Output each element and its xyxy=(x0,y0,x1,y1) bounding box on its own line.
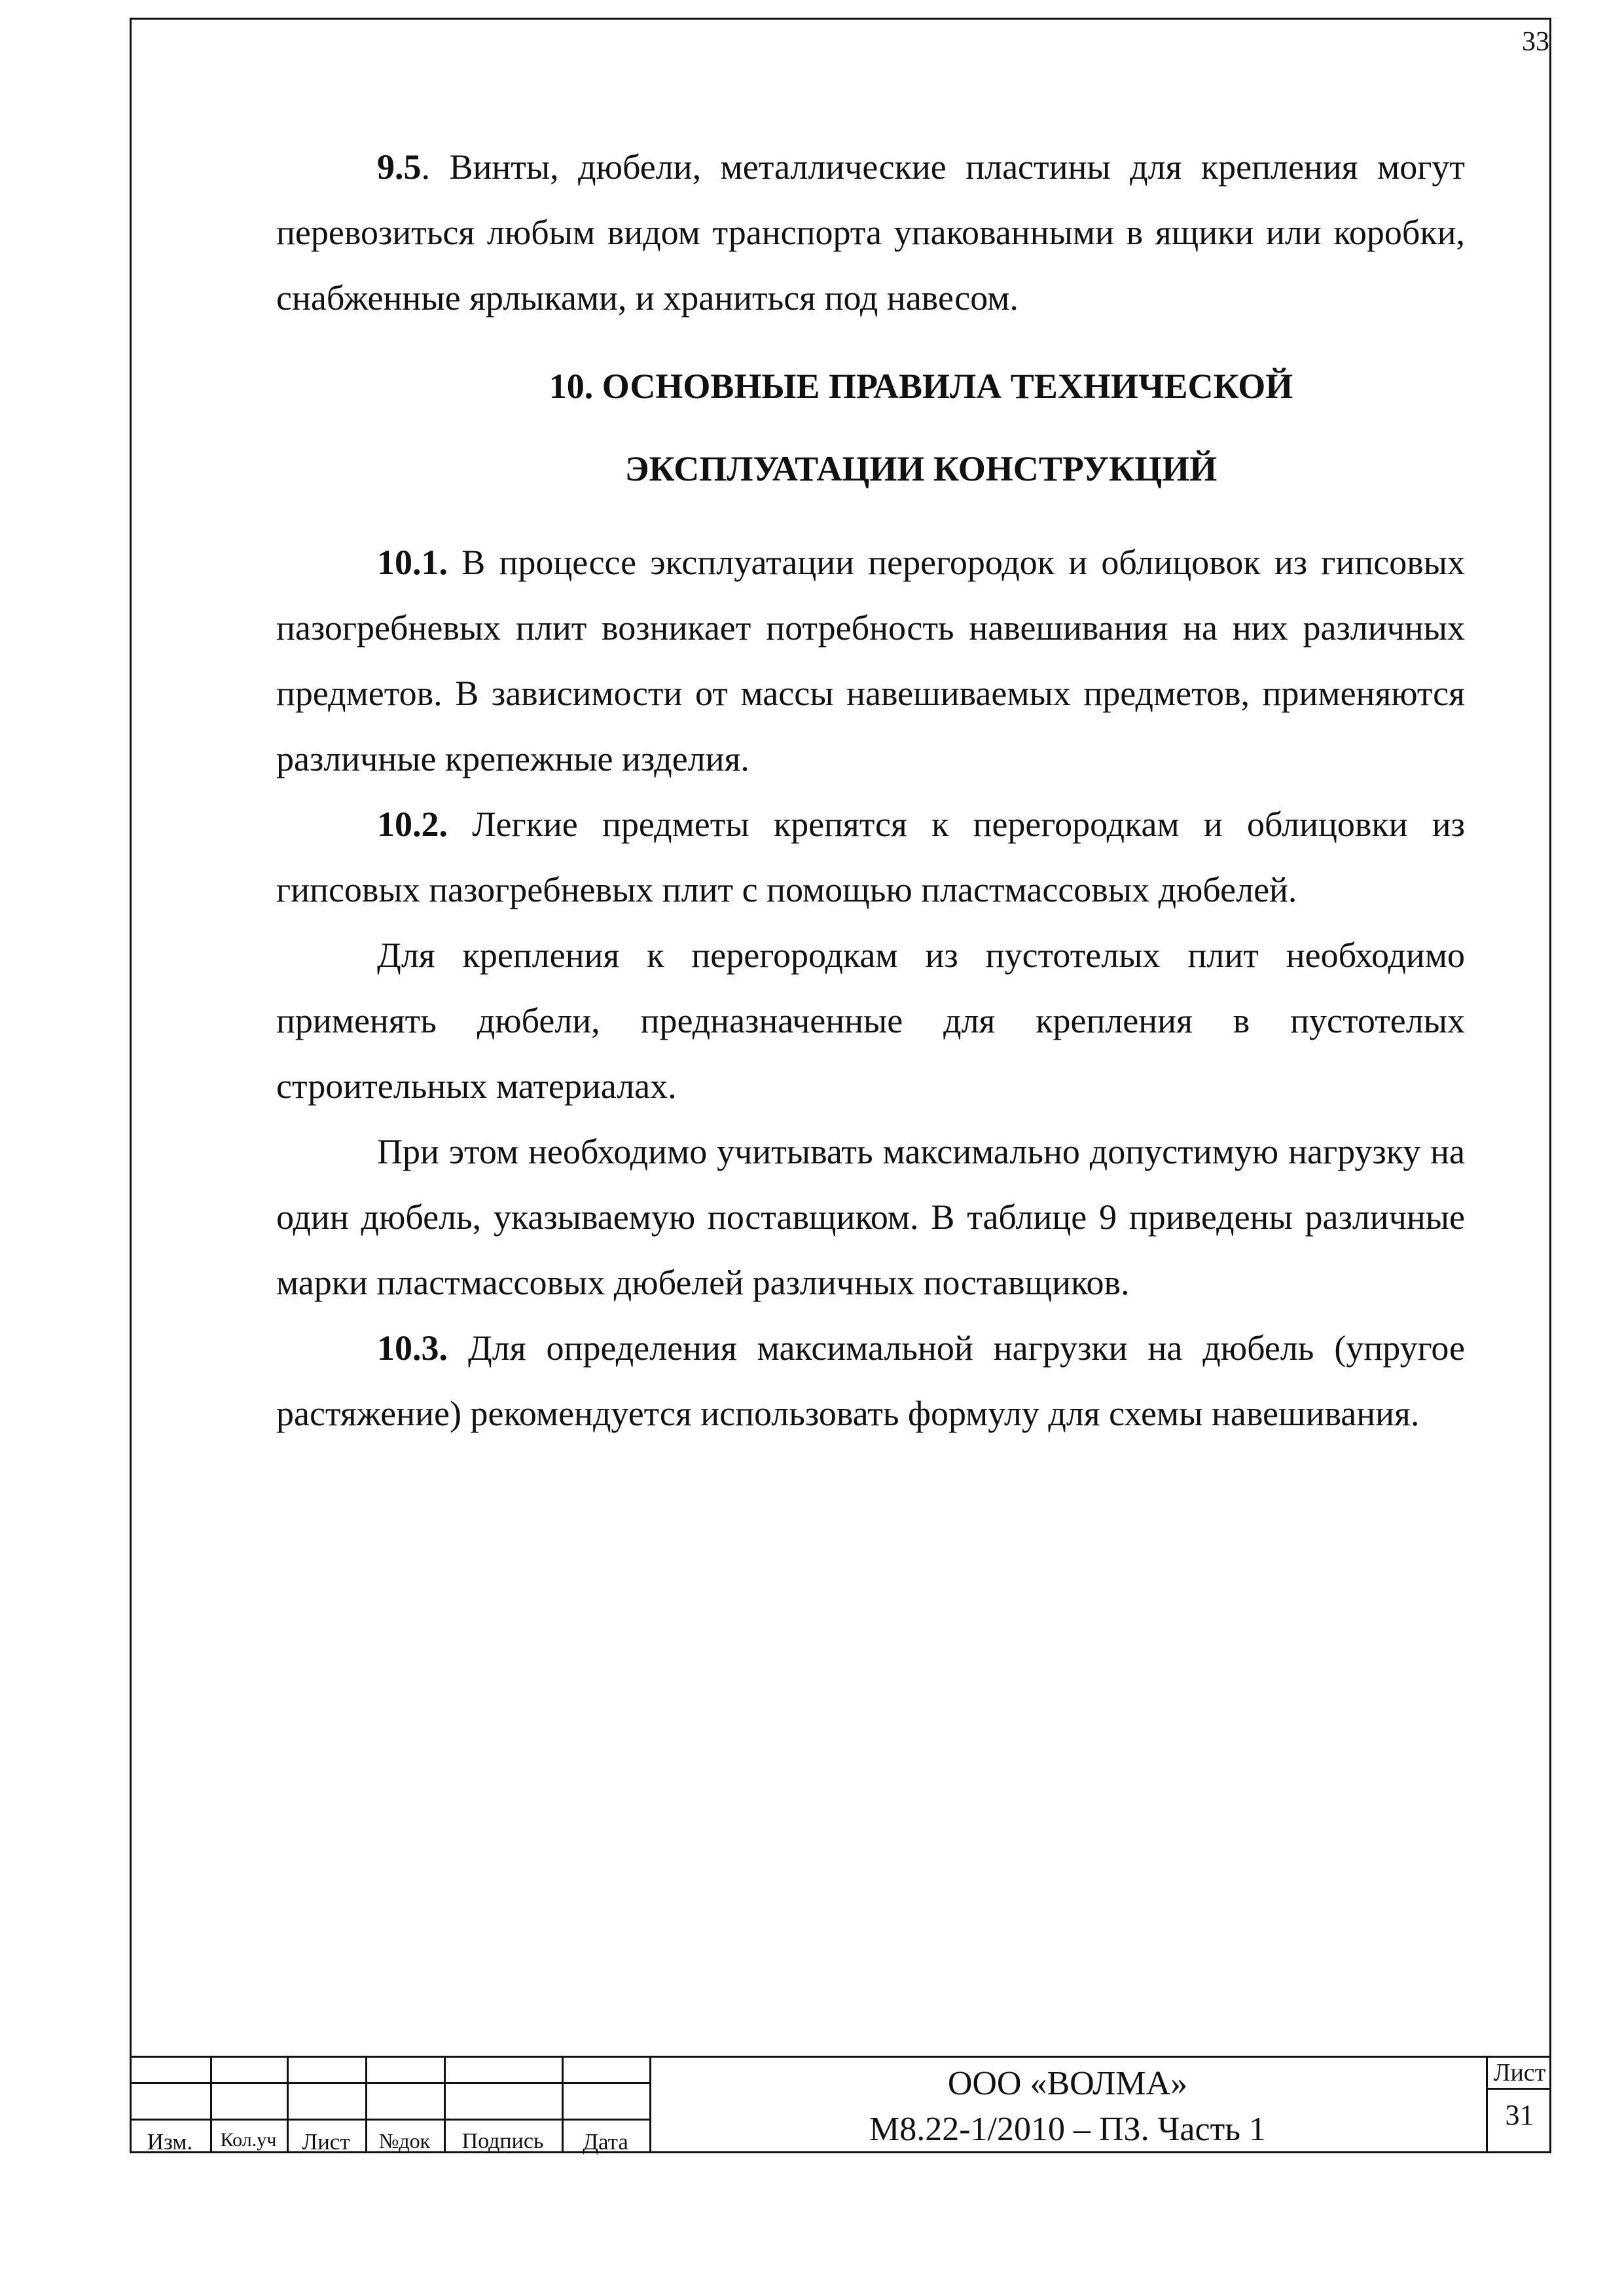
divider xyxy=(130,2119,649,2121)
sheet-label: Лист xyxy=(1488,2058,1551,2090)
paragraph-load: При этом необходимо учитывать максимально допустимую нагрузку на один дюбель, указываемую поставщиком. В таблице 9 приведены различные марки пластмассовых дюбелей различных поставщиков. xyxy=(276,1132,1465,1302)
clause-text: . Винты, дюбели, металлические пластины для крепления могут перевозиться любым видом транспорта упакованными в ящики или коробки, снабженные ярлыками, и храниться под навесом. xyxy=(276,147,1465,318)
divider xyxy=(130,2056,649,2058)
title-block-revisions xyxy=(130,2056,649,2153)
heading-line-1: 10. ОСНОВНЫЕ ПРАВИЛА ТЕХНИЧЕСКОЙ xyxy=(549,367,1293,406)
paragraph-10-3 xyxy=(276,1315,1465,1446)
label-list: Лист xyxy=(302,2129,350,2155)
clause-number: 9.5 xyxy=(377,147,422,187)
title-block-sheet xyxy=(1486,2056,1551,2153)
label-ndok: №док xyxy=(378,2129,431,2153)
label-data: Дата xyxy=(583,2129,628,2155)
sheet-number: 31 xyxy=(1505,2099,1534,2131)
clause-text: Легкие предметы крепятся к перегородкам и облицовки из гипсовых пазогребневых плит с помощью пластмассовых дюбелей. xyxy=(276,805,1465,909)
paragraph-fastening: Для крепления к перегородкам из пустотелых плит необходимо применять дюбели, предназначенные для крепления в пустотелых строительных материалах. xyxy=(276,936,1465,1106)
paragraph-9-5 xyxy=(276,134,1465,331)
clause-number: 10.2. xyxy=(377,805,448,844)
section-heading xyxy=(276,331,1465,530)
label-podpis: Подпись xyxy=(461,2129,544,2153)
clause-text: В процессе эксплуатации перегородок и облицовок из гипсовых пазогребневых плит возникает потребность навешивания на них различных предметов. В зависимости от массы навешиваемых предметов, применяются различные крепежные изделия. xyxy=(276,543,1465,778)
page-number: 33 xyxy=(1522,27,1549,57)
organization-name: ООО «ВОЛМА» xyxy=(947,2065,1188,2102)
label-izm: Изм. xyxy=(147,2129,193,2155)
divider xyxy=(130,2082,649,2084)
heading-line-2: ЭКСПЛУАТАЦИИ КОНСТРУКЦИЙ xyxy=(624,449,1218,488)
paragraph-10-1 xyxy=(276,530,1465,792)
document-code: М8.22-1/2010 – ПЗ. Часть 1 xyxy=(869,2111,1266,2148)
title-block-main xyxy=(649,2056,1486,2155)
paragraph-10-2 xyxy=(276,792,1465,922)
clause-number: 10.3. xyxy=(377,1328,448,1368)
clause-text: Для определения максимальной нагрузки на дюбель (упругое растяжение) рекомендуется использовать формулу для схемы навешивания. xyxy=(276,1328,1465,1433)
clause-number: 10.1. xyxy=(377,543,448,582)
label-kol-uch: Кол.уч xyxy=(220,2129,277,2151)
document-body xyxy=(276,134,1465,1446)
